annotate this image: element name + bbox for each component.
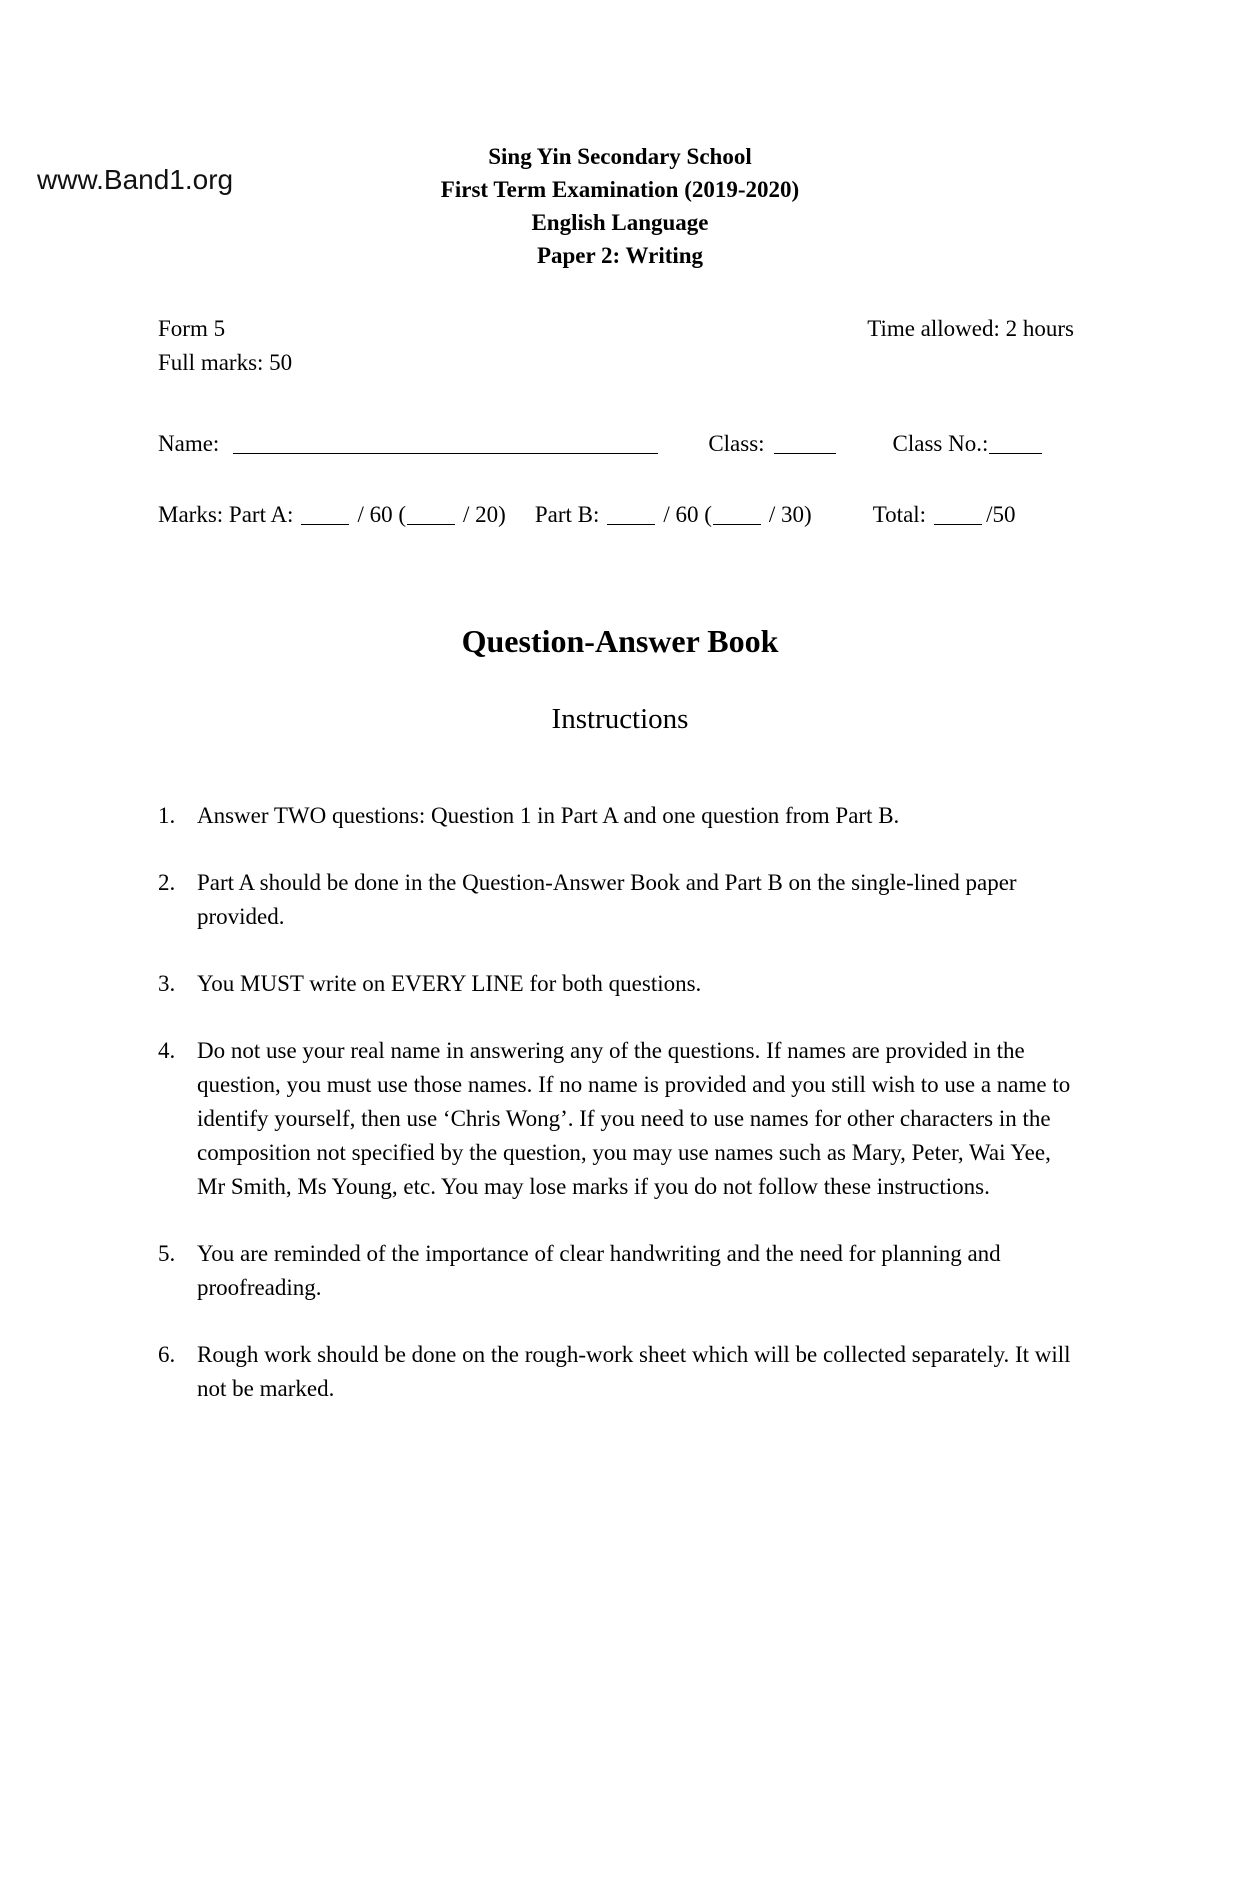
paper-title: Paper 2: Writing	[536, 243, 704, 268]
part-a-denominator: / 60 (	[357, 502, 407, 527]
total-score-blank-field	[934, 520, 982, 525]
instruction-text: Answer TWO questions: Question 1 in Part A and one question from Part B.	[197, 803, 900, 828]
instructions-list	[158, 799, 1240, 1406]
book-title: Question-Answer Book	[461, 623, 779, 659]
instruction-number: 3.	[158, 971, 176, 996]
name-field-group	[158, 427, 658, 461]
instruction-text: Rough work should be done on the rough-work sheet which will be collected separately. It will not be marked.	[197, 1342, 1071, 1401]
instruction-item	[158, 1034, 1240, 1204]
marks-part-a-label: Marks: Part A:	[158, 502, 294, 527]
part-b-weighted-blank-field	[713, 520, 761, 525]
instruction-text: You are reminded of the importance of clear handwriting and the need for planning and proofreading.	[197, 1241, 1001, 1300]
part-a-score-blank-field	[301, 520, 349, 525]
name-blank-field	[233, 449, 658, 454]
student-fields-row	[158, 427, 1074, 461]
instruction-item	[158, 1237, 1240, 1305]
instructions-title: Instructions	[551, 703, 689, 735]
total-label: Total:	[872, 502, 927, 527]
name-label: Name:	[158, 431, 220, 456]
part-b-weight: / 30)	[768, 502, 812, 527]
watermark-text: www.Band1.org	[37, 164, 234, 195]
form-time-row	[158, 312, 1074, 346]
class-no-field-group	[893, 427, 1043, 461]
instruction-number: 2.	[158, 870, 176, 895]
class-label: Class:	[708, 431, 765, 456]
instruction-number: 5.	[158, 1241, 176, 1266]
part-b-denominator: / 60 (	[663, 502, 712, 527]
marks-row	[158, 498, 1074, 532]
total-denominator: /50	[986, 502, 1016, 527]
marks-part-b-label: Part B:	[534, 502, 600, 527]
instruction-item	[158, 1338, 1240, 1406]
part-a-weighted-blank-field	[407, 520, 455, 525]
instruction-number: 4.	[158, 1038, 176, 1063]
subject-title: English Language	[531, 210, 709, 235]
exam-title: First Term Examination (2019-2020)	[440, 177, 800, 202]
instruction-number: 6.	[158, 1342, 176, 1367]
instruction-item	[158, 799, 1240, 833]
school-name: Sing Yin Secondary School	[488, 144, 752, 169]
part-b-score-blank-field	[607, 520, 655, 525]
class-field-group	[708, 427, 835, 461]
full-marks-label: Full marks: 50	[158, 350, 293, 375]
marks-total-segment	[873, 498, 1016, 532]
class-no-label: Class No.:	[892, 431, 989, 456]
form-label: Form 5	[158, 316, 226, 341]
marks-part-b-segment	[535, 498, 812, 532]
marks-part-a-segment	[158, 498, 506, 532]
instruction-item	[158, 967, 1240, 1001]
instruction-item	[158, 866, 1240, 934]
instruction-number: 1.	[158, 803, 176, 828]
instruction-text: Do not use your real name in answering any of the questions. If names are provided in the question, you must use those names. If no name is provided and you still wish to use a name to identify yourself, then use ‘Chris Wong’. If you need to use names for other characters in the composition not specified by the question, you may use names such as Mary, Peter, Wai Yee, Mr Smith, Ms Young, etc. You may lose marks if you do not follow these instructions.	[197, 1038, 1071, 1199]
instruction-text: Part A should be done in the Question-Answer Book and Part B on the single-lined paper provided.	[197, 870, 1017, 929]
instruction-text: You MUST write on EVERY LINE for both questions.	[197, 971, 702, 996]
class-no-blank-field	[989, 449, 1042, 454]
exam-header	[0, 140, 1240, 272]
time-allowed-label: Time allowed: 2 hours	[867, 316, 1074, 341]
part-a-weight: / 20)	[463, 502, 506, 527]
class-blank-field	[774, 449, 836, 454]
